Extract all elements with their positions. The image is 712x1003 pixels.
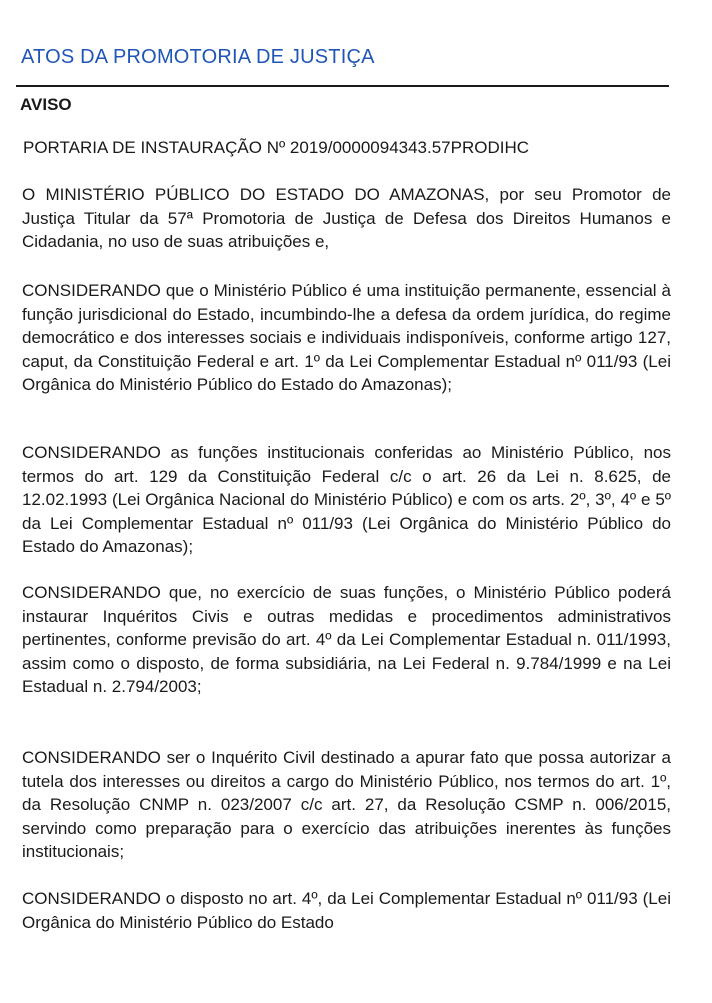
- paragraph-considerando-2: CONSIDERANDO as funções institucionais conferidas ao Ministério Público, nos termos do art. 129 da Constituição Federal c/c o art. 26 da Lei n. 8.625, de 12.02.1993 (Lei Orgânica Nacional do Ministério Público) e com os arts. 2º, 3º, 4º e 5º da Lei Complementar Estadual nº 011/93 (Lei Orgânica do Ministério Público do Estado do Amazonas);: [22, 443, 671, 557]
- paragraph-preamble: O MINISTÉRIO PÚBLICO DO ESTADO DO AMAZONAS, por seu Promotor de Justiça Titular da 57ª Promotoria de Justiça de Defesa dos Direitos Humanos e Cidadania, no uso de suas atribuições e,: [22, 185, 671, 252]
- paragraph-considerando-5: CONSIDERANDO o disposto no art. 4º, da Lei Complementar Estadual nº 011/93 (Lei Orgânica do Ministério Público do Estado: [22, 889, 671, 932]
- title-divider: [16, 85, 669, 87]
- portaria-title: PORTARIA DE INSTAURAÇÃO Nº 2019/0000094343.57PRODIHC: [23, 138, 530, 157]
- paragraph-considerando-4: CONSIDERANDO ser o Inquérito Civil destinado a apurar fato que possa autorizar a tutela dos interesses ou direitos a cargo do Ministério Público, nos termos do art. 1º, da Resolução CNMP n. 023/2007 c/c art. 27, da Resolução CSMP n. 006/2015, servindo como preparação para o exercício das atribuições inerentes às funções institucionais;: [22, 748, 671, 862]
- notice-label: AVISO: [20, 95, 72, 114]
- paragraph-considerando-1: CONSIDERANDO que o Ministério Público é uma instituição permanente, essencial à função jurisdicional do Estado, incumbindo-lhe a defesa da ordem jurídica, do regime democrático e dos interesses sociais e individuais indisponíveis, conforme artigo 127, caput, da Constituição Federal e art. 1º da Lei Complementar Estadual nº 011/93 (Lei Orgânica do Ministério Público do Estado do Amazonas);: [22, 281, 671, 395]
- section-title: ATOS DA PROMOTORIA DE JUSTIÇA: [21, 46, 375, 68]
- paragraph-considerando-3: CONSIDERANDO que, no exercício de suas funções, o Ministério Público poderá instaurar Inquéritos Civis e outras medidas e procedimentos administrativos pertinentes, conforme previsão do art. 4º da Lei Complementar Estadual n. 011/1993, assim como o disposto, de forma subsidiária, na Lei Federal n. 9.784/1999 e na Lei Estadual n. 2.794/2003;: [22, 583, 671, 697]
